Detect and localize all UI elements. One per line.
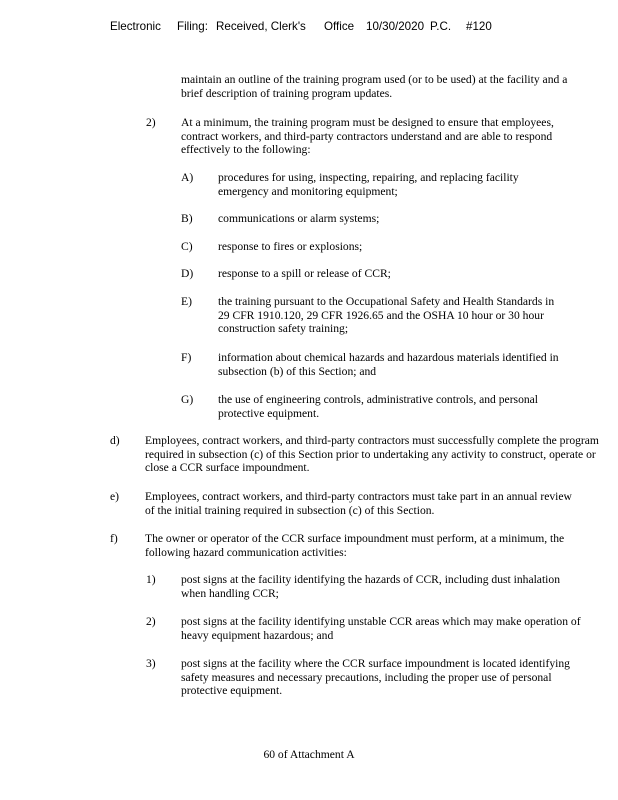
- item-2-label: 2): [146, 116, 156, 129]
- subitem-text: communications or alarm systems;: [218, 212, 380, 225]
- section-d-text: Employees, contract workers, and third-party contractors must successfully complete the program required in subsection (c) of this Section prior to undertaking any activity to construct, operate or close a CCR surface impoundment.: [145, 434, 599, 475]
- item-2-text: At a minimum, the training program must be designed to ensure that employees, contract workers, and third-party contractors understand and are able to respond effectively to the following:: [181, 116, 554, 157]
- subitem-text: the training pursuant to the Occupational Safety and Health Standards in 29 CFR 1910.120, 29 CFR 1926.65 and the OSHA 10 hour or 30 hour construction safety training;: [218, 295, 555, 336]
- subitem-text: information about chemical hazards and hazardous materials identified in subsection (b) of this Section; and: [218, 351, 559, 378]
- f-item-text: post signs at the facility identifying the hazards of CCR, including dust inhalation when handling CCR;: [181, 573, 560, 600]
- subitem-label: D): [181, 267, 194, 280]
- f-item-label: 1): [146, 573, 156, 586]
- subitem-text: response to fires or explosions;: [218, 240, 363, 253]
- section-f-text: The owner or operator of the CCR surface impoundment must perform, at a minimum, the following hazard communication activities:: [145, 532, 565, 559]
- subitem-label: G): [181, 393, 194, 406]
- section-e-text: Employees, contract workers, and third-party contractors must take part in an annual review of the initial training required in subsection (c) of this Section.: [145, 490, 572, 517]
- header-number: #120: [466, 20, 492, 33]
- section-d-label: d): [110, 434, 120, 447]
- subitem-text: procedures for using, inspecting, repairing, and replacing facility emergency and monitoring equipment;: [218, 171, 519, 198]
- continuation-paragraph: maintain an outline of the training program used (or to be used) at the facility and a brief description of training program updates.: [181, 73, 568, 100]
- f-item-text: post signs at the facility identifying unstable CCR areas which may make operation of heavy equipment hazardous; and: [181, 615, 581, 642]
- header-electronic: Electronic: [110, 20, 161, 33]
- section-f-label: f): [110, 532, 118, 545]
- f-item-label: 3): [146, 657, 156, 670]
- page-footer: 60 of Attachment A: [263, 748, 355, 761]
- header-date: 10/30/2020: [366, 20, 425, 33]
- subitem-label: C): [181, 240, 193, 253]
- f-item-text: post signs at the facility where the CCR surface impoundment is located identifying safety measures and necessary precautions, including the proper use of personal protective equipment.: [181, 657, 570, 698]
- subitem-label: B): [181, 212, 193, 225]
- subitem-label: F): [181, 351, 192, 364]
- subitem-text: the use of engineering controls, administrative controls, and personal protective equipment.: [218, 393, 539, 420]
- section-e-label: e): [110, 490, 120, 503]
- subitem-label: E): [181, 295, 192, 308]
- subitem-label: A): [181, 171, 194, 184]
- header-filing: Filing:: [177, 20, 208, 33]
- f-item-label: 2): [146, 615, 156, 628]
- header-office: Office: [324, 20, 355, 33]
- header-pc: P.C.: [430, 20, 452, 33]
- subitem-text: response to a spill or release of CCR;: [218, 267, 391, 280]
- header-received: Received, Clerk's: [216, 20, 306, 33]
